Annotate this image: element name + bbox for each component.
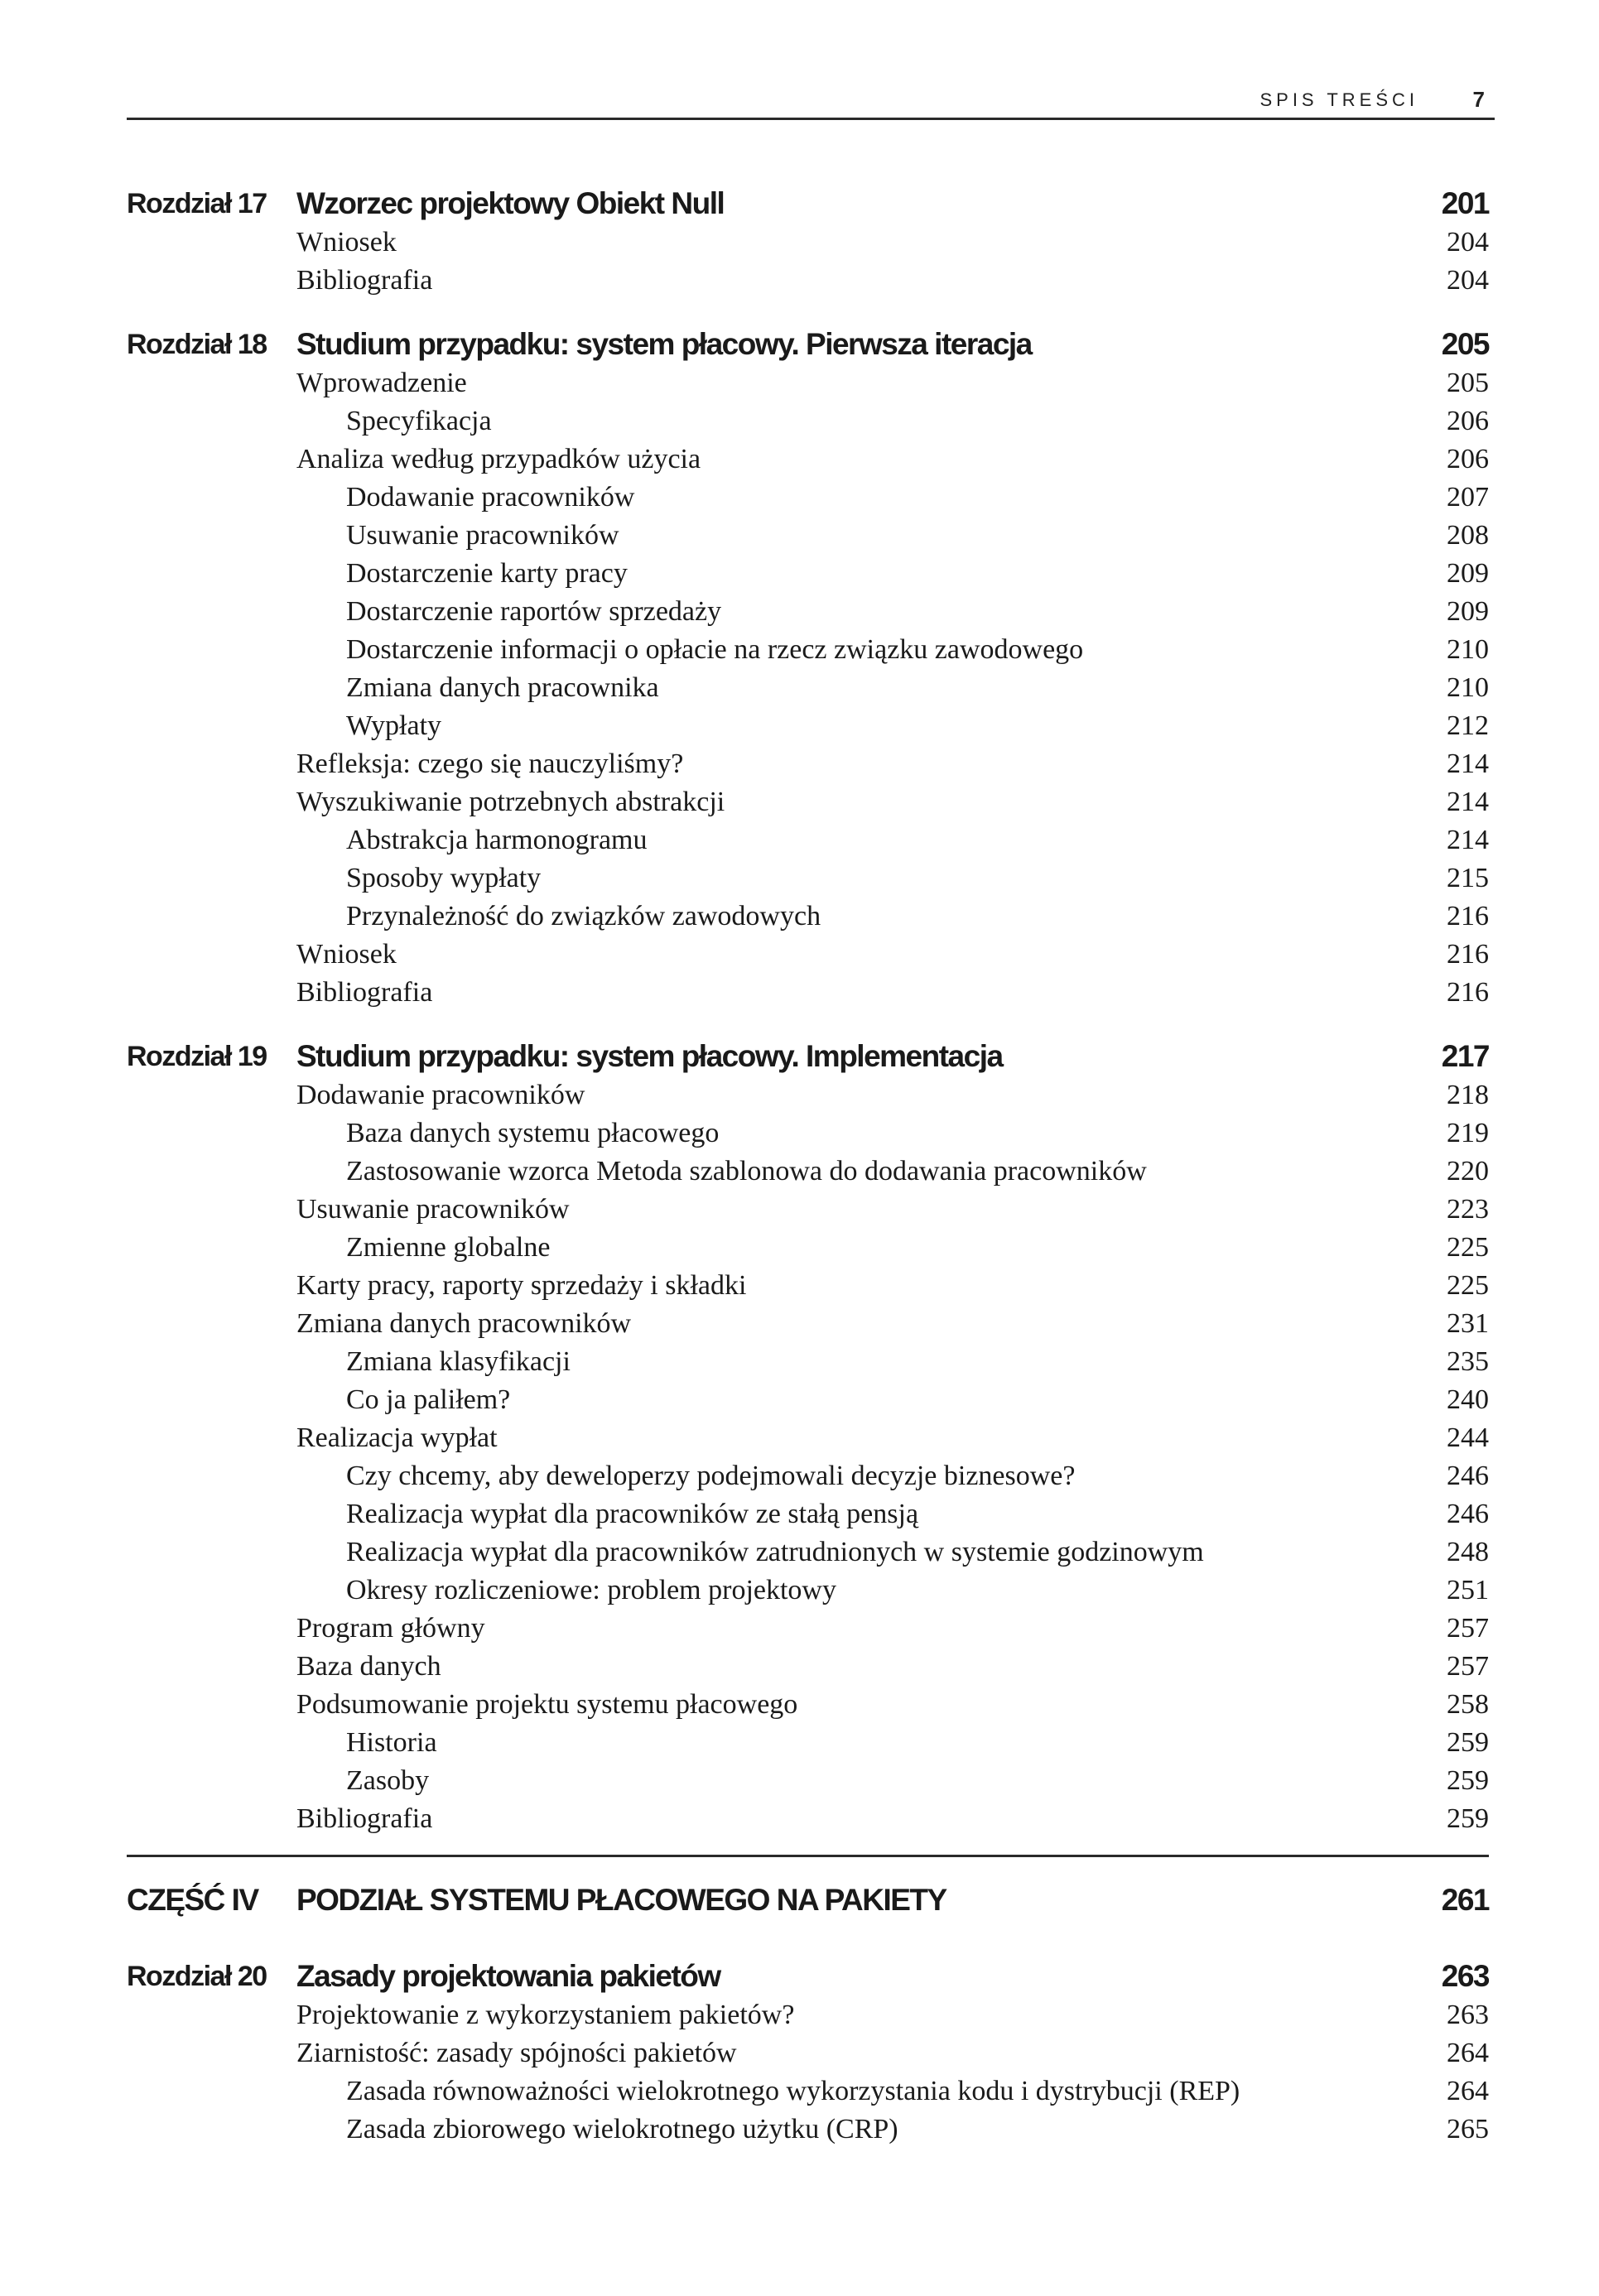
toc-entry-page: 214 [1447,748,1489,779]
toc-subsection-row [127,593,1489,631]
toc-subsection-row [127,1533,1489,1572]
toc-subsection-row [127,1229,1489,1267]
toc-entry-page: 212 [1447,710,1489,741]
toc-entry-title: Studium przypadku: system płacowy. Implementacja [296,1039,1003,1073]
toc-entry-page: 207 [1447,482,1489,513]
toc-entry-title: Historia [346,1727,437,1758]
chapter-label: Rozdział 20 [127,1961,267,1992]
part-divider [127,1838,1489,1857]
toc-entry-title: Wzorzec projektowy Obiekt Null [296,186,725,220]
toc-entry-page: 225 [1447,1232,1489,1263]
toc-entry-title: Bibliografia [296,977,433,1008]
toc-subsection-row [127,1457,1489,1495]
toc-entry-page: 223 [1447,1194,1489,1225]
toc-entry-page: 263 [1441,1959,1489,1993]
toc-entry-title: Usuwanie pracowników [346,520,619,551]
toc-subsection-row [127,2072,1489,2111]
toc-section-row [127,745,1489,783]
toc-entry-title: Realizacja wypłat dla pracowników ze stałą pensją [346,1499,919,1529]
toc-subsection-row [127,1153,1489,1191]
toc-entry-title: Dodawanie pracowników [296,1080,585,1110]
toc-entry-title: Zmiana danych pracowników [296,1308,632,1339]
toc-subsection-row [127,1724,1489,1762]
toc-section-row [127,1076,1489,1114]
toc-subsection-row [127,1572,1489,1610]
toc-entry-page: 220 [1447,1156,1489,1187]
toc-entry-title: Dostarczenie informacji o opłacie na rzecz związku zawodowego [346,634,1084,665]
toc-entry-title: Przynależność do związków zawodowych [346,901,821,931]
toc-entry-page: 209 [1447,596,1489,627]
toc-entry-title: Zasada równoważności wielokrotnego wykorzystania kodu i dystrybucji (REP) [346,2076,1240,2106]
toc-entry-page: 251 [1447,1575,1489,1605]
toc-section-row [127,936,1489,974]
toc-section-row [127,1419,1489,1457]
toc-entry-title: Specyfikacja [346,406,492,436]
toc-entry-page: 248 [1447,1537,1489,1567]
toc-entry-title: Realizacja wypłat dla pracowników zatrudnionych w systemie godzinowym [346,1537,1204,1567]
toc-entry-title: Wprowadzenie [296,368,467,398]
toc-part-row [127,1875,1489,1925]
toc-entry-page: 214 [1447,787,1489,817]
toc-section-row [127,1610,1489,1648]
toc-subsection-row [127,1495,1489,1533]
toc-entry-page: 257 [1447,1651,1489,1682]
toc-entry-page: 210 [1447,672,1489,703]
toc-entry-title: Usuwanie pracowników [296,1194,570,1225]
toc-entry-title: PODZIAŁ SYSTEMU PŁACOWEGO NA PAKIETY [296,1883,946,1917]
toc-section-row [127,1996,1489,2034]
toc-entry-page: 264 [1447,2076,1489,2106]
toc-subsection-row [127,707,1489,745]
toc-entry-page: 214 [1447,825,1489,855]
toc-entry-title: Zasady projektowania pakietów [296,1959,720,1993]
toc-entry-page: 210 [1447,634,1489,665]
toc-section-row [127,262,1489,300]
toc-entry-page: 244 [1447,1422,1489,1453]
toc-entry-title: Analiza według przypadków użycia [296,444,701,474]
toc-entry-title: Wniosek [296,227,397,258]
toc-entry-title: Sposoby wypłaty [346,863,542,893]
toc-entry-title: Dostarczenie raportów sprzedaży [346,596,722,627]
toc-section-row [127,1800,1489,1838]
part-label: CZĘŚĆ IV [127,1883,258,1917]
toc-entry-page: 231 [1447,1308,1489,1339]
toc-entry-page: 259 [1447,1803,1489,1834]
toc-chapter-row [127,1037,1489,1076]
toc-entry-title: Wypłaty [346,710,442,741]
toc-entry-page: 215 [1447,863,1489,893]
toc-entry-title: Refleksja: czego się nauczyliśmy? [296,748,684,779]
toc-subsection-row [127,1762,1489,1800]
toc-entry-title: Czy chcemy, aby deweloperzy podejmowali decyzje biznesowe? [346,1461,1076,1491]
toc-entry-page: 246 [1447,1499,1489,1529]
toc-entry-page: 257 [1447,1613,1489,1644]
toc-entry-page: 204 [1447,265,1489,296]
toc-entry-page: 264 [1447,2038,1489,2068]
toc-subsection-row [127,1381,1489,1419]
toc-entry-page: 216 [1447,901,1489,931]
toc-subsection-row [127,669,1489,707]
running-title: SPIS TREŚCI [1259,89,1418,110]
toc-entry-title: Baza danych systemu płacowego [346,1118,720,1148]
toc-entry-page: 209 [1447,558,1489,589]
toc-entry-page: 265 [1447,2114,1489,2144]
toc-entry-title: Abstrakcja harmonogramu [346,825,648,855]
toc-section-row [127,2034,1489,2072]
spacer [127,1925,1489,1957]
toc-section-row [127,224,1489,262]
toc-entry-page: 258 [1447,1689,1489,1720]
toc-entry-title: Zastosowanie wzorca Metoda szablonowa do dodawania pracowników [346,1156,1147,1187]
toc-section-row [127,974,1489,1012]
toc-section-row [127,783,1489,821]
toc-entry-page: 261 [1441,1883,1489,1917]
toc-entry-page: 201 [1441,186,1489,220]
toc-entry-title: Zmiana danych pracownika [346,672,659,703]
table-of-contents [127,184,1489,2149]
toc-subsection-row [127,1343,1489,1381]
toc-subsection-row [127,898,1489,936]
toc-entry-title: Program główny [296,1613,485,1644]
toc-entry-title: Ziarnistość: zasady spójności pakietów [296,2038,737,2068]
toc-entry-title: Zmienne globalne [346,1232,551,1263]
toc-section-row [127,1305,1489,1343]
toc-entry-title: Studium przypadku: system płacowy. Pierwsza iteracja [296,327,1032,361]
toc-entry-page: 205 [1441,327,1489,361]
toc-entry-page: 225 [1447,1270,1489,1301]
toc-entry-page: 205 [1447,368,1489,398]
page-header [127,76,1495,120]
toc-entry-page: 216 [1447,939,1489,970]
toc-chapter-row [127,1957,1489,1996]
toc-entry-title: Karty pracy, raporty sprzedaży i składki [296,1270,747,1301]
toc-subsection-row [127,631,1489,669]
toc-section-row [127,1267,1489,1305]
toc-entry-page: 240 [1447,1384,1489,1415]
toc-entry-page: 259 [1447,1765,1489,1796]
toc-entry-title: Wyszukiwanie potrzebnych abstrakcji [296,787,725,817]
spacer [127,1012,1489,1037]
toc-entry-title: Zasoby [346,1765,430,1796]
toc-subsection-row [127,821,1489,859]
toc-section-row [127,364,1489,402]
toc-entry-page: 217 [1441,1039,1489,1073]
toc-entry-page: 218 [1447,1080,1489,1110]
toc-entry-page: 206 [1447,406,1489,436]
toc-subsection-row [127,517,1489,555]
toc-entry-title: Dostarczenie karty pracy [346,558,628,589]
toc-subsection-row [127,859,1489,898]
toc-section-row [127,1648,1489,1686]
toc-entry-page: 219 [1447,1118,1489,1148]
toc-entry-page: 259 [1447,1727,1489,1758]
chapter-label: Rozdział 17 [127,188,267,219]
toc-entry-title: Bibliografia [296,265,433,296]
toc-entry-page: 263 [1447,2000,1489,2030]
toc-subsection-row [127,402,1489,440]
toc-entry-page: 204 [1447,227,1489,258]
toc-entry-title: Realizacja wypłat [296,1422,498,1453]
toc-entry-title: Okresy rozliczeniowe: problem projektowy [346,1575,836,1605]
chapter-label: Rozdział 18 [127,329,267,360]
toc-section-row [127,1686,1489,1724]
toc-subsection-row [127,1114,1489,1153]
toc-section-row [127,1191,1489,1229]
toc-subsection-row [127,555,1489,593]
chapter-label: Rozdział 19 [127,1041,267,1072]
toc-entry-page: 246 [1447,1461,1489,1491]
toc-subsection-row [127,2111,1489,2149]
toc-entry-title: Bibliografia [296,1803,433,1834]
toc-entry-title: Projektowanie z wykorzystaniem pakietów? [296,2000,795,2030]
page-number: 7 [1472,87,1485,112]
toc-entry-title: Co ja paliłem? [346,1384,511,1415]
toc-section-row [127,440,1489,479]
toc-entry-page: 206 [1447,444,1489,474]
toc-chapter-row [127,325,1489,364]
toc-entry-page: 216 [1447,977,1489,1008]
toc-entry-title: Zmiana klasyfikacji [346,1346,571,1377]
toc-entry-title: Podsumowanie projektu systemu płacowego [296,1689,798,1720]
toc-entry-title: Dodawanie pracowników [346,482,635,513]
toc-chapter-row [127,184,1489,224]
toc-entry-title: Baza danych [296,1651,441,1682]
toc-entry-title: Wniosek [296,939,397,970]
toc-entry-page: 208 [1447,520,1489,551]
toc-subsection-row [127,479,1489,517]
toc-entry-page: 235 [1447,1346,1489,1377]
toc-entry-title: Zasada zbiorowego wielokrotnego użytku (CRP) [346,2114,898,2144]
spacer [127,300,1489,325]
